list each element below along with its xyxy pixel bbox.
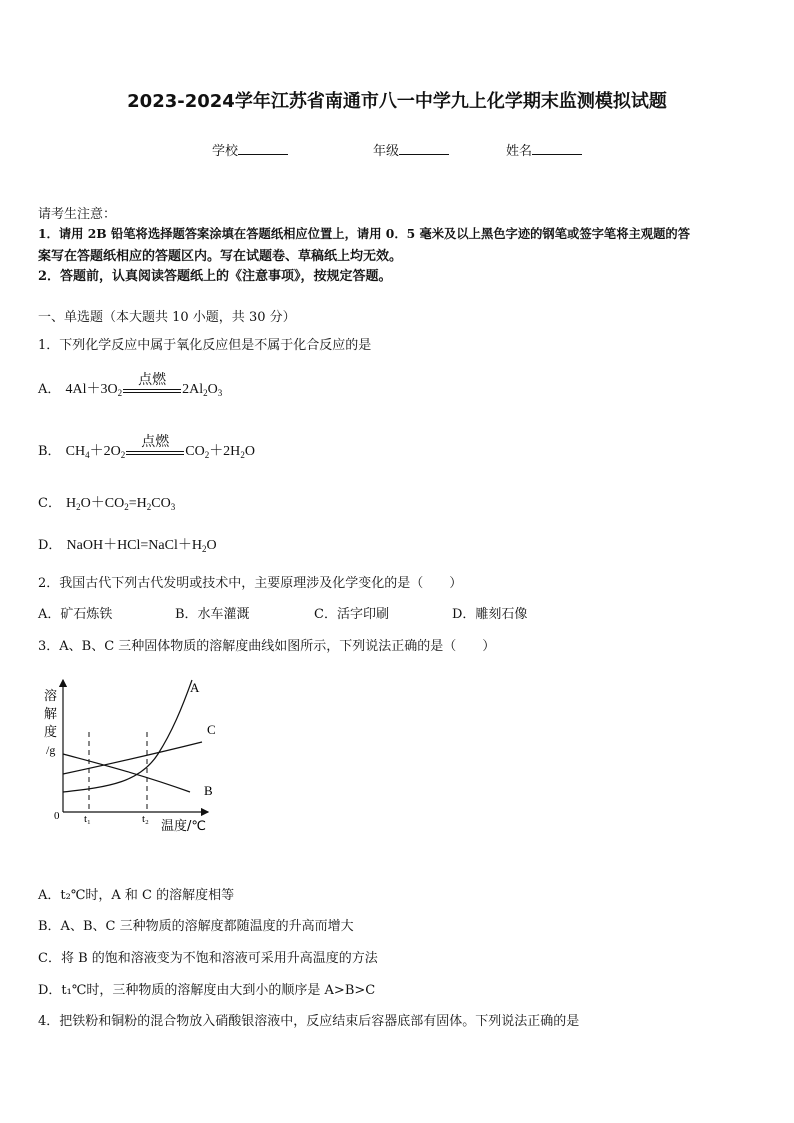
q2-option-a[interactable]: A．矿石炼铁	[38, 607, 113, 622]
q3-option-d[interactable]: D．t₁℃时，三种物质的溶解度由大到小的顺序是 A>B>C	[38, 983, 376, 998]
y-label-3: 度	[44, 725, 58, 740]
grade-field[interactable]	[373, 140, 449, 159]
name-blank[interactable]	[532, 142, 582, 155]
solubility-chart	[40, 672, 230, 842]
q3-option-a[interactable]: A．t₂℃时，A 和 C 的溶解度相等	[38, 888, 235, 903]
equation-b: $CH_4+2O_2$ 点燃 $CO_2+2H_2O$	[65, 433, 255, 460]
q1-option-a[interactable]	[38, 371, 223, 398]
q1-option-b[interactable]	[38, 433, 255, 460]
series-label-a: A	[190, 680, 200, 695]
option-label: D．	[38, 538, 62, 553]
q4-stem: 4．把铁粉和铜粉的混合物放入硝酸银溶液中，反应结束后容器底部有固体。下列说法正确的是	[38, 1014, 580, 1029]
option-label: B．	[38, 444, 61, 459]
q2-option-b[interactable]: B．水车灌溉	[175, 607, 250, 622]
school-field[interactable]	[212, 140, 288, 159]
grade-label: 年级	[373, 144, 400, 159]
school-label: 学校	[212, 144, 239, 159]
name-field[interactable]	[506, 140, 582, 159]
q2-stem: 2．我国古代下列古代发明或技术中，主要原理涉及化学变化的是（ ）	[38, 576, 463, 591]
q1-option-c[interactable]	[38, 492, 175, 512]
q1-stem: 1．下列化学反应中属于氧化反应但是不属于化合反应的是	[38, 338, 372, 353]
tick-label-t1: t₁	[84, 813, 91, 825]
option-label: C．	[38, 496, 61, 511]
equation-c: $H_2O+CO_2=H_2CO_3$	[66, 496, 176, 512]
y-label-1: 溶	[44, 689, 58, 704]
curve-a	[63, 680, 192, 792]
reaction-condition-arrow: 点燃	[123, 382, 181, 398]
x-axis-title: 温度/℃	[161, 819, 206, 834]
grade-blank[interactable]	[399, 142, 449, 155]
section-heading: 一、单选题（本大题共 10 小题，共 30 分）	[38, 310, 296, 325]
q3-option-b[interactable]: B．A、B、C 三种物质的溶解度都随温度的升高而增大	[38, 919, 354, 934]
origin-label: 0	[54, 810, 60, 822]
y-label-2: 解	[44, 707, 58, 722]
equation-d: $NaOH+HCl=NaCl+H_2O$	[66, 538, 217, 554]
equation-a: $4Al+3O_2$ 点燃 $2Al_2O_3$	[65, 371, 223, 398]
series-label-b: B	[204, 783, 213, 798]
q2-option-d[interactable]: D．雕刻石像	[452, 607, 528, 622]
series-label-c: C	[207, 722, 216, 737]
q1-option-d[interactable]	[38, 534, 217, 554]
school-blank[interactable]	[238, 142, 288, 155]
q3-option-c[interactable]: C．将 B 的饱和溶液变为不饱和溶液可采用升高温度的方法	[38, 951, 378, 966]
option-label: A．	[38, 382, 61, 397]
notice-item1-line2: 案写在答题纸相应的答题区内。写在试题卷、草稿纸上均无效。	[38, 249, 403, 264]
name-label: 姓名	[506, 144, 533, 159]
notice-item1-line1: 1．请用 2B 铅笔将选择题答案涂填在答题纸相应位置上，请用 0．5 毫米及以上黑色字迹的钢笔或签字笔将主观题的答	[38, 226, 690, 241]
curve-c	[63, 742, 202, 774]
tick-label-t2: t₂	[142, 813, 149, 825]
notice-item2: 2．答题前，认真阅读答题纸上的《注意事项》，按规定答题。	[38, 269, 392, 284]
page-title: 2023-2024学年江苏省南通市八一中学九上化学期末监测模拟试题	[127, 91, 667, 112]
notice-header: 请考生注意：	[38, 207, 117, 222]
q3-stem: 3．A、B、C 三种固体物质的溶解度曲线如图所示，下列说法正确的是（ ）	[38, 639, 496, 654]
q2-option-c[interactable]: C．活字印刷	[314, 607, 389, 622]
reaction-condition-arrow: 点燃	[126, 444, 184, 460]
y-label-4: /g	[46, 743, 56, 757]
